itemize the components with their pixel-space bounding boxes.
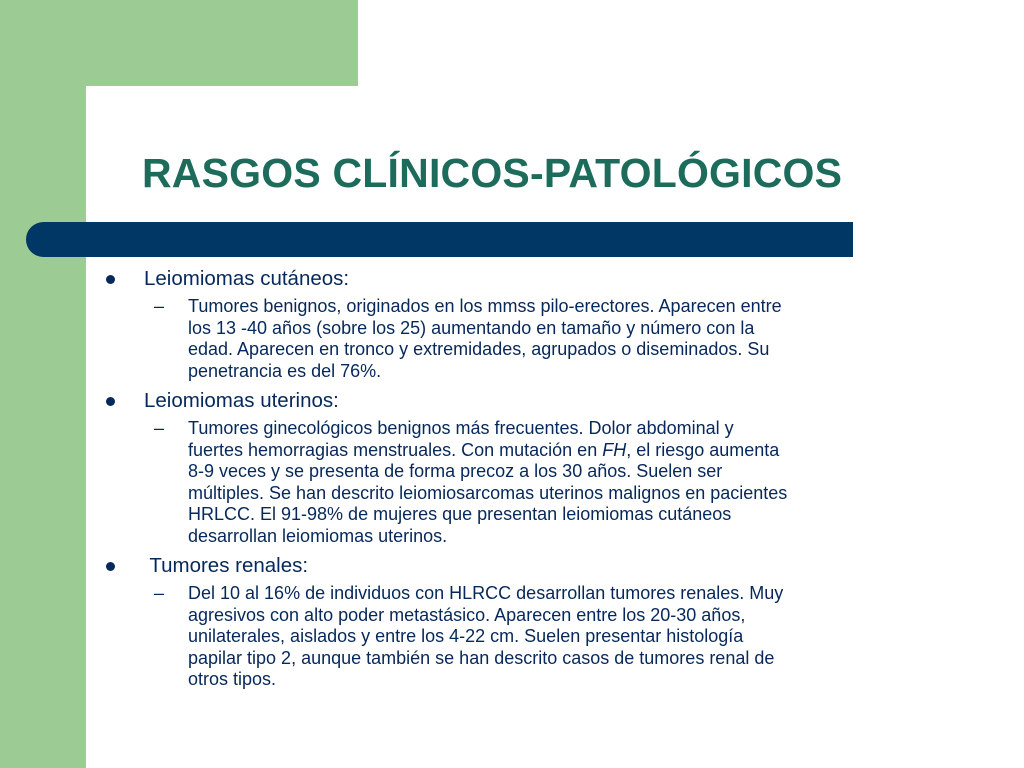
bullet-leiomiomas-cutaneos [104,266,954,292]
text-line: Tumores benignos, originados en los mmss pilo-erectores. Aparecen entre [188,296,782,316]
text-line: 8-9 veces y se presenta de forma precoz a los 30 años. Suelen ser [188,461,723,481]
text-segment: fuertes hemorragias menstruales. Con mutación en [188,439,603,460]
slide-body [104,266,954,697]
green-top-band [0,0,358,86]
text-line: edad. Aparecen en tronco y extremidades, agrupados o diseminados. Su [188,339,770,359]
sub-bullet-cutaneos [104,296,954,382]
text-line: penetrancia es del 76%. [188,360,382,381]
text-line: papilar tipo 2, aunque también se han descrito casos de tumores renal de [188,647,775,668]
text-segment: , el riesgo aumenta [626,439,780,460]
bullet-dot-icon [106,275,115,284]
dash-marker: – [154,418,165,438]
bullet-heading: Leiomiomas cutáneos: [144,267,350,290]
gene-name-fh: FH [602,439,627,460]
title-underline-bar [26,222,853,257]
bullet-dot-icon [106,397,115,406]
text-line [188,440,954,462]
bullet-leiomiomas-uterinos [104,388,954,414]
dash-marker: – [154,296,165,316]
slide-title: RASGOS CLÍNICOS-PATOLÓGICOS [142,150,843,196]
text-line: agresivos con alto poder metastásico. Aparecen entre los 20-30 años, [188,604,746,625]
bullet-dot-icon [106,562,115,571]
text-line: HRLCC. El 91-98% de mujeres que presentan leiomiomas cutáneos [188,504,732,524]
text-line: otros tipos. [188,669,277,689]
bullet-heading: Tumores renales: [144,554,309,577]
sub-bullet-uterinos [104,418,954,547]
text-line: los 13 -40 años (sobre los 25) aumentando en tamaño y número con la [188,317,755,338]
sub-bullet-renales [104,583,954,691]
bullet-heading: Leiomiomas uterinos: [144,389,339,412]
text-line: Tumores ginecológicos benignos más frecuentes. Dolor abdominal y [188,418,734,438]
text-line: múltiples. Se han descrito leiomiosarcomas uterinos malignos en pacientes [188,482,788,503]
text-line: unilaterales, aislados y entre los 4-22 cm. Suelen presentar histología [188,626,744,646]
bullet-tumores-renales [104,553,954,579]
green-sidebar-band [0,0,86,768]
text-line: desarrollan leiomiomas uterinos. [188,525,448,546]
text-line: Del 10 al 16% de individuos con HLRCC desarrollan tumores renales. Muy [188,583,784,603]
dash-marker: – [154,583,165,603]
